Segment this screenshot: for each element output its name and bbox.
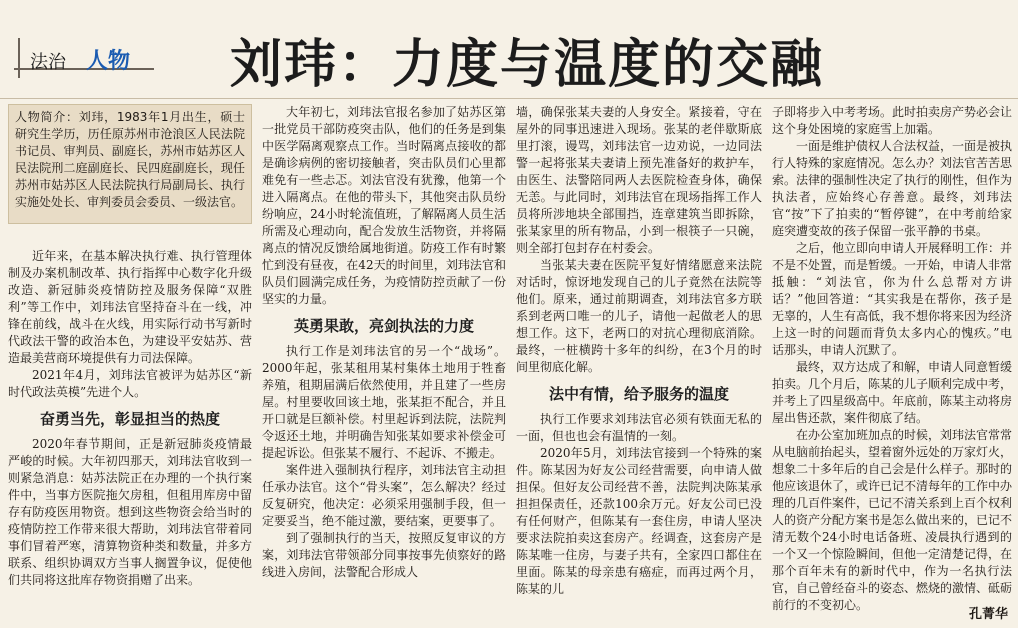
- paragraph: 案件进入强制执行程序，刘玮法官主动担任承办法官。这个“骨头案”，怎么解决？经过反复研究，他决定：必须采用强制手段，但一定要妥当，绝不能过激，要结案，更要事了。: [262, 463, 506, 528]
- paragraph: 到了强制执行的当天，按照反复审议的方案，刘玮法官带领部分同事按事先侦察好的路线进入房间，法警配合形成人: [262, 531, 506, 579]
- subheading-3: 法中有情，给予服务的温度: [548, 385, 729, 403]
- paragraph: 执行工作要求刘玮法官必须有铁面无私的一面，但也也会有温情的一刻。: [516, 412, 762, 443]
- column-4: [772, 104, 1012, 624]
- section-name: 人物: [86, 49, 131, 74]
- tag-bar-vertical: [18, 38, 20, 78]
- paragraph: 当张某夫妻在医院平复好情绪愿意来法院对话时，惊讶地发现自己的儿子竟然在法院等他们。原来，通过前期调查，刘玮法官多方联系到老两口唯一的儿子，请他一起做老人的思想工作。这下，老两口的对抗心理彻底消除。最终，一桩横跨十多年的纠纷，在3个月的时间里彻底化解。: [516, 258, 762, 374]
- article-title: 刘玮：力度与温度的交融: [230, 35, 825, 95]
- paragraph: 2020年春节期间，正是新冠肺炎疫情最严峻的时候。大年初四那天，刘玮法官收到一则紧急消息：姑苏法院正在办理的一个执行案件中，当事方医院拖欠房租，但租用库房中留存有防疫医用物资。想到这些物资会给当时的疫情防控工作带来很大帮助，刘玮法官带着同事们冒着严寒，清算物资种类和数量，并多方联系、组织协调双方当事人搁置争议，促使他们共同将这批库存物资捐赠了出来。: [8, 437, 252, 587]
- paragraph: 2021年4月，刘玮法官被评为姑苏区“新时代政法英模”先进个人。: [8, 368, 252, 399]
- paragraph: 一面是维护债权人合法权益，一面是被执行人特殊的家庭情况。怎么办？刘法官苦苦思索。法律的强制性决定了执行的刚性，但作为执法者，应始终心存善意。最终，刘玮法官“按”下了拍卖的“暂停键”，在中考前给家庭突遭变故的孩子保留一张平静的书桌。: [772, 139, 1012, 238]
- section-prefix: 法治: [30, 52, 66, 73]
- subheading-1: 奋勇当先，彰显担当的热度: [39, 410, 220, 428]
- paragraph: 2020年5月，刘玮法官接到一个特殊的案件。陈某因为好友公司经营需要，向申请人做担保。但好友公司经营不善，法院判决陈某承担担保责任，还款100余万元。好友公司已没有任何财产，但陈某有一套住房，申请人坚决要求法院拍卖这套房产。经调查，这套房产是陈某唯一住房，与妻子共有，全家四口都住在里面。陈某的母亲患有癌症，而再过两个月，陈某的儿: [516, 446, 762, 596]
- byline: 孔菁华: [968, 607, 1008, 622]
- subheading-2: 英勇果敢，亮剑执法的力度: [293, 317, 474, 335]
- paragraph: 在办公室加班加点的时候，刘玮法官常常从电脑前抬起头，望着窗外远处的万家灯火，想象二十多年后的自己会是什么样子。那时的他应该退休了，或许已记不清每年的工作中办理的几百件案件，已记不清关系到上百个权利人的资产分配方案书是怎么做出来的，已记不清无数个24小时电话备班、凌晨执行遇到的一个又一个惊险瞬间，但他一定清楚记得，在那个百年未有的新时代中，作为一名执行法官，自己曾经奋斗的姿态、燃烧的激情、砥砺前行的不变初心。: [772, 428, 1012, 612]
- column-1: [8, 248, 252, 622]
- paragraph: 最终，双方达成了和解，申请人同意暂缓拍卖。几个月后，陈某的儿子顺利完成中考，并考上了四星级高中。年底前，陈某主动将房屋出售还款，案件彻底了结。: [772, 360, 1012, 425]
- paragraph: 大年初七，刘玮法官报名参加了姑苏区第一批党员干部防疫突击队，他们的任务是到集中医学隔离观察点工作。当时隔离点接收的都是确诊病例的密切接触者，突击队员们心里都难免有一些忐忑。刘法官没有犹豫，他第一个进入隔离点。在他的带头下，其他突击队员纷纷响应，24小时轮流值班，了解隔离人员生活所需及心理动向，配合发放生活物资，并将隔离点的情况反馈给属地街道。防疫工作有时繁忙到没有昼夜，在42天的时间里，刘玮法官和队员们圆满完成任务，为疫情防控贡献了一份坚实的力量。: [262, 105, 506, 306]
- paragraph: 墙，确保张某夫妻的人身安全。紧接着，守在屋外的同事迅速进入现场。张某的老伴歇斯底里打滚，谩骂，刘玮法官一边劝说，一边同法警一起将张某夫妻请上预先准备好的救护车，由医生、法警陪同两人去医院检查身体，确保无恙。与此同时，刘玮法官在现场指挥工作人员将所涉地块全部围挡，连章建筑当即拆除，张某家里的所有物品，小到一根筷子一只碗，则全部打包封存在村委会。: [516, 105, 762, 255]
- paragraph: 之后，他立即向申请人开展释明工作：并不是不处置，而是暂缓。一开始，申请人非常抵触：“刘法官，你为什么总帮对方讲话？”他回答道：“其实我是在帮你，孩子是无辜的，人生有高低，我不想你将来因为经济上这一时的问题而背负太多内心的愧疚。”电话那头，申请人沉默了。: [772, 241, 1012, 357]
- paragraph: 近年来，在基本解决执行难、执行管理体制及办案机制改革、执行指挥中心数字化升级改造、新冠肺炎疫情防控及服务保障“双胜利”等工作中，刘玮法官坚持奋斗在一线，冲锋在前线，战斗在火线，用实际行动书写新时代政法干警的政治本色，为建设平安姑苏、营造最美营商环境提供有力司法保障。: [8, 249, 252, 365]
- column-2: [262, 104, 506, 624]
- paragraph: 执行工作是刘玮法官的另一个“战场”。2000年起，张某租用某村集体土地用于牲畜养殖，租期届满后依然使用，并且建了一些房屋。村里要收回该土地，张某拒不配合，并且开口就是巨额补偿。村里起诉到法院，法院判令返还土地，并明确告知张某如要求补偿金可提起诉讼。但张某不履行、不起诉、不搬走。: [262, 344, 506, 460]
- paragraph: 子即将步入中考考场。此时拍卖房产势必会让这个身处困境的家庭雪上加霜。: [772, 105, 1012, 136]
- column-3: [516, 104, 762, 624]
- title-rule: [0, 98, 1018, 99]
- profile-box: 人物简介：刘玮，1983年1月出生，硕士研究生学历，历任原苏州市沧浪区人民法院书记员、审判员、副庭长，苏州市姑苏区人民法院刑二庭副庭长、民四庭副庭长，现任苏州市姑苏区人民法院执行局副局长、执行实施处处长、审判委员会委员、一级法官。: [8, 104, 252, 224]
- section-tag: [14, 38, 164, 82]
